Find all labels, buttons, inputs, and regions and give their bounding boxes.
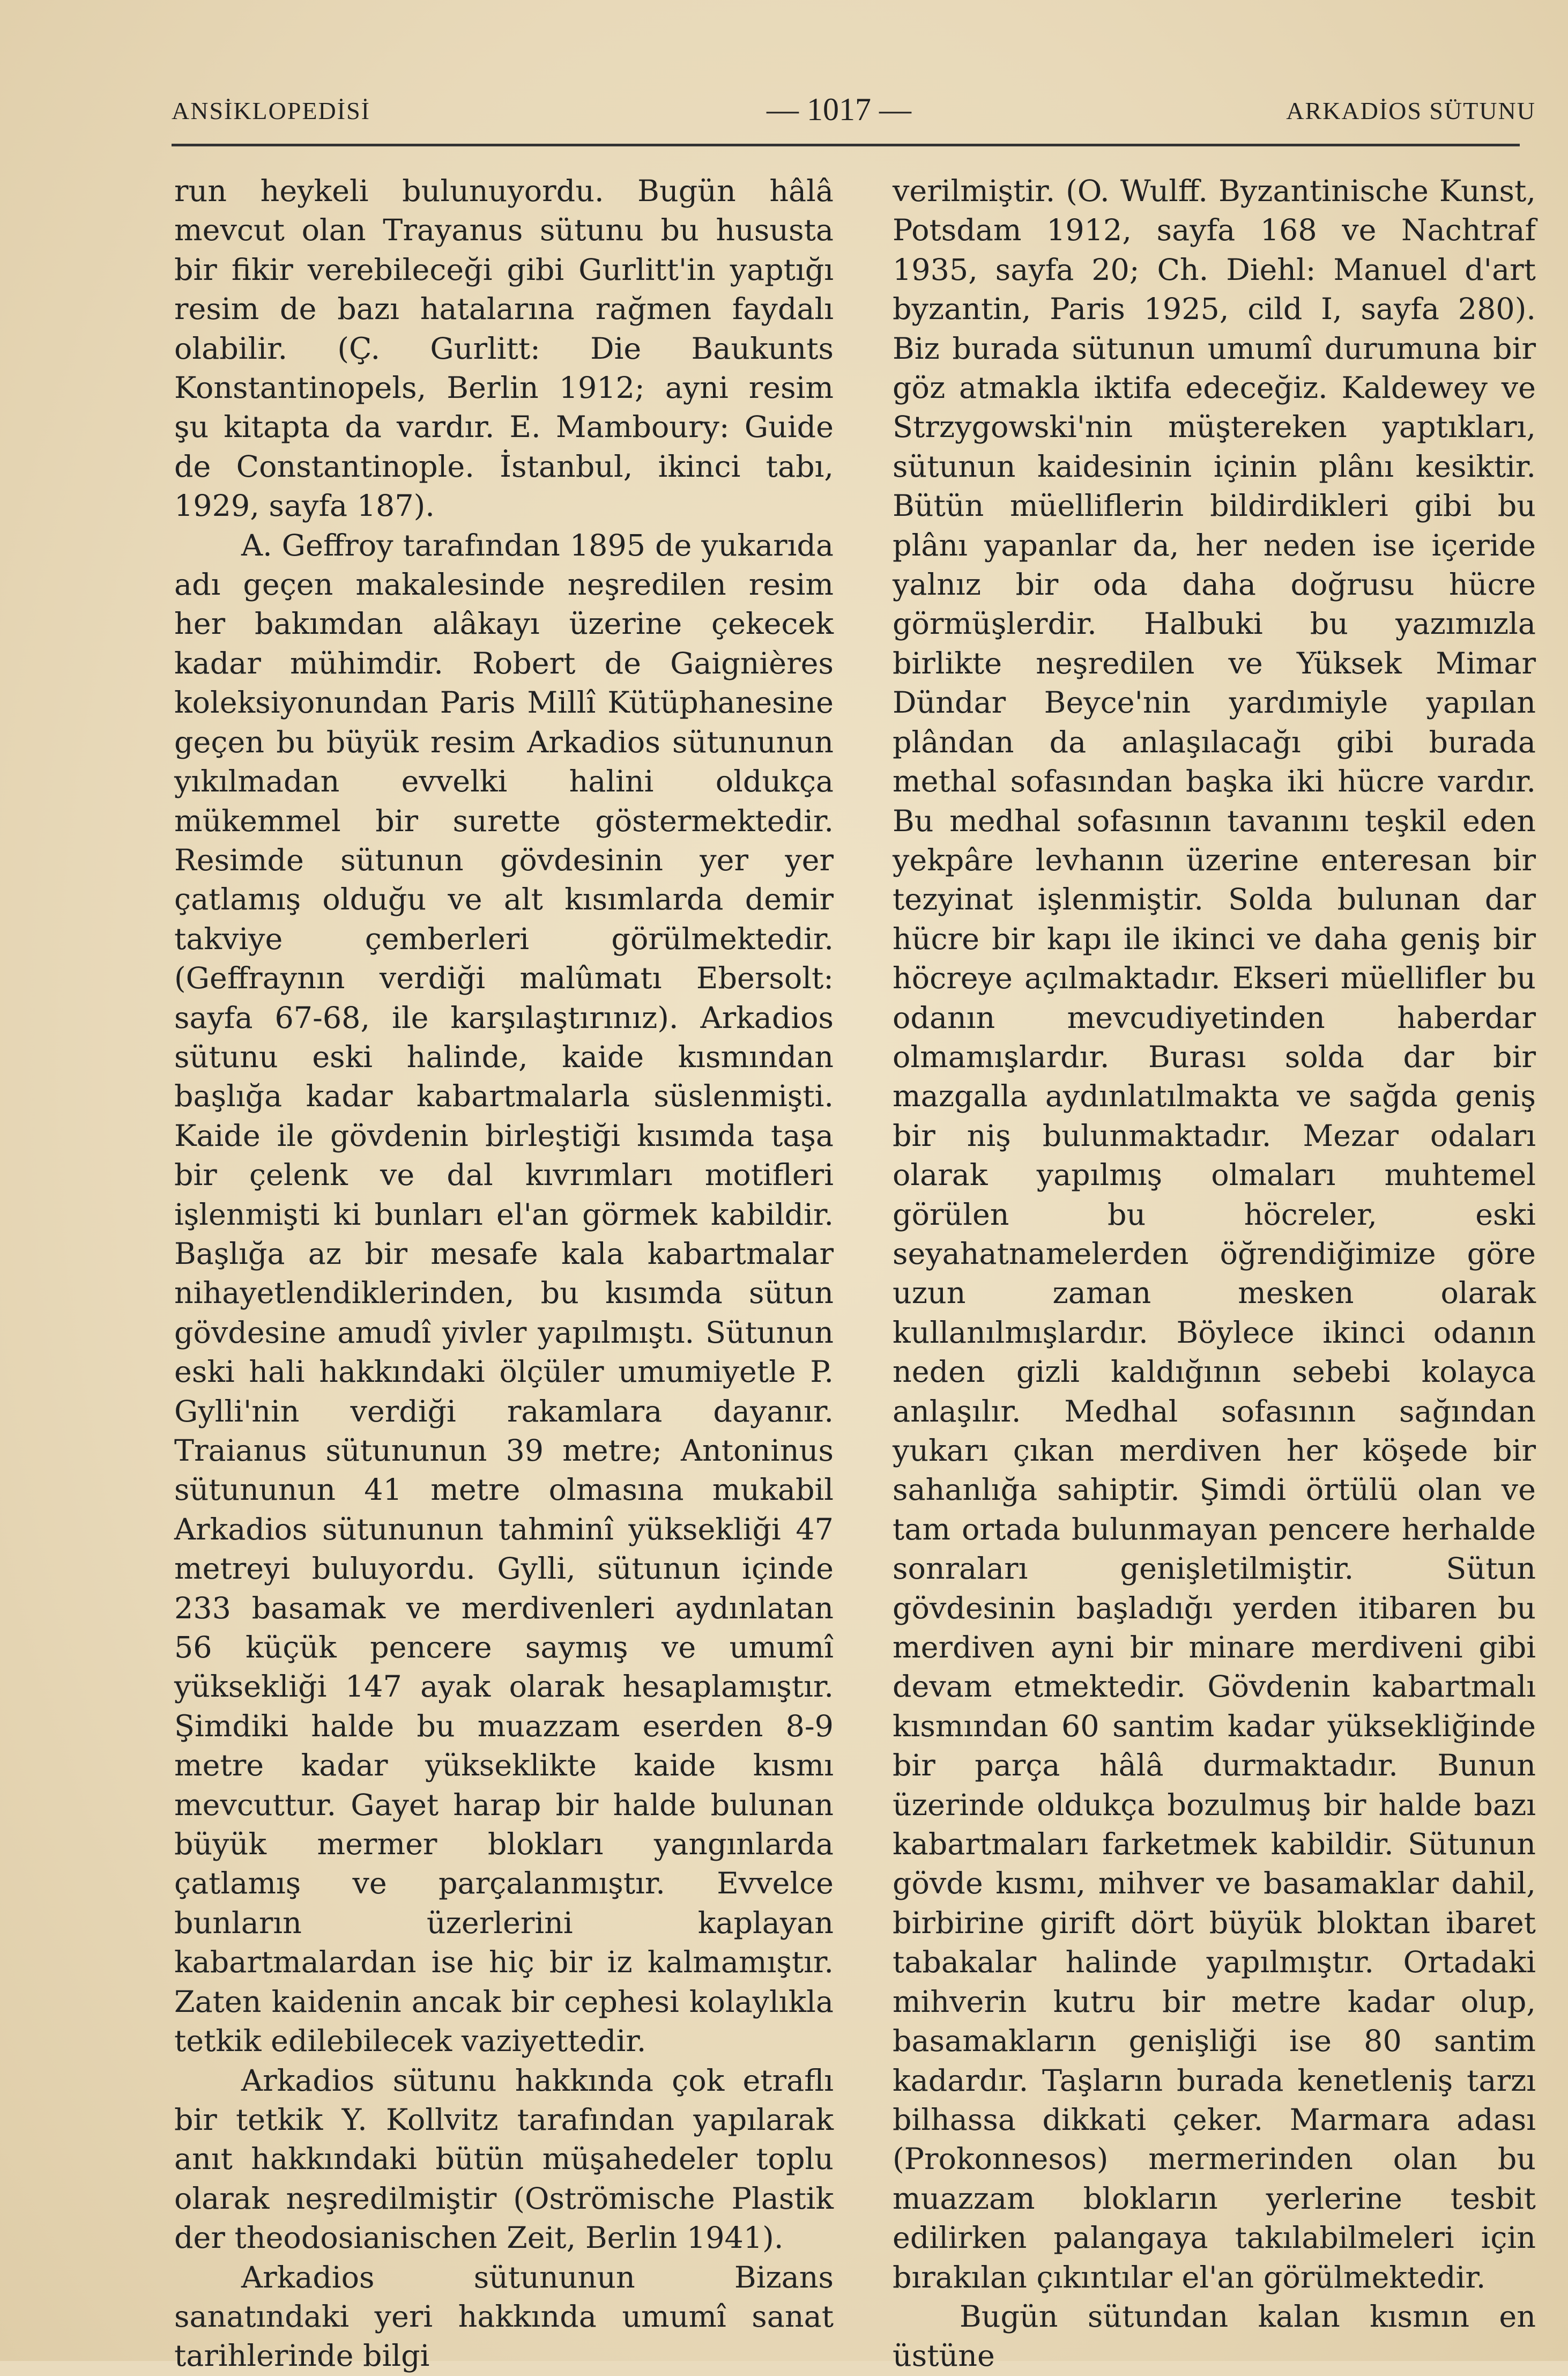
header-rule [172,144,1520,146]
right-paragraph-1: verilmiştir. (O. Wulff. Byzantinische Kunst, Potsdam 1912, sayfa 168 ve Nachtraf 1935, sayfa 20; Ch. Diehl: Manuel d'art byzantin, Paris 1925, cild I, sayfa 280). Biz burada sütunun umumî durumuna bir göz atmakla iktifa edeceğiz. Kaldewey ve Strzygowski'nin müştereken yaptıkları, sütunun kaidesinin içinin plânı kesiktir. Bütün müelliflerin bildirdikleri gibi bu plânı yapanlar da, her neden ise içeride yalnız bir oda daha doğrusu hücre görmüşlerdir. Halbuki bu yazımızla birlikte neşredilen ve Yüksek Mimar Dündar Beyce'nin yardımiyle yapılan plândan da anlaşılacağı gibi burada methal sofasından başka iki hücre vardır. Bu medhal sofasının tavanını teşkil eden yekpâre levhanın üzerine enteresan bir tezyinat işlenmiştir. Solda bulunan dar hücre bir kapı ile ikinci ve daha geniş bir höcreye açılmaktadır. Ekseri müellifler bu odanın mevcudiyetinden haberdar olmamışlardır. Burası solda dar bir mazgalla aydınlatılmakta ve sağda geniş bir niş bulunmaktadır. Mezar odaları olarak yapılmış olmaları muhtemel görülen bu höcreler, eski seyahatnamelerden öğrendiğimize göre uzun zaman mesken olarak kullanılmışlardır. Böylece ikinci odanın neden gizli kaldığının sebebi kolayca anlaşılır. Medhal sofasının sağından yukarı çıkan merdiven her köşede bir sahanlığa sahiptir. Şimdi örtülü olan ve tam ortada bulunmayan pencere herhalde sonraları genişletilmiştir. Sütun gövdesinin başladığı yerden itibaren bu merdiven ayni bir minare merdiveni gibi devam etmektedir. Gövdenin kabartmalı kısmından 60 santim kadar yüksekliğinde bir parça hâlâ durmaktadır. Bunun üzerinde oldukça bozulmuş bir halde bazı kabartmaları farketmek kabildir. Sütunun gövde kısmı, mihver ve basamaklar dahil, birbirine girift dört büyük bloktan ibaret tabakalar halinde yapılmıştır. Ortadaki mihverin kutru bir metre kadar olup, basamakların genişliği ise 80 santim kadardır. Taşların burada kenetleniş tarzı bilhassa dikkati çeker. Marmara adası (Prokonnesos) mermerinden olan bu muazzam blokların yerlerine tesbit edilirken palangaya takılabilmeleri için bırakılan çıkıntılar el'an görülmektedir. [893,174,1536,2295]
right-column [893,172,1536,2376]
running-header [172,92,1536,139]
header-left-title: ANSİKLOPEDİSİ [172,97,370,124]
header-right-title: ARKADİOS SÜTUNU [1286,97,1536,124]
right-paragraph-2: Bugün sütundan kalan kısmın en üstüne [893,2299,1536,2374]
left-paragraph-4: Arkadios sütununun Bizans sanatındaki yeri hakkında umumî sanat tarihlerinde bilgi [174,2260,834,2374]
left-paragraph-1: run heykeli bulunuyordu. Bugün hâlâ mevcut olan Trayanus sütunu bu hususta bir fikir verebileceği gibi Gurlitt'in yaptığı resim de bazı hatalarına rağmen faydalı olabilir. (Ç. Gurlitt: Die Baukunts Konstantinopels, Berlin 1912; ayni resim şu kitapta da vardır. E. Mamboury: Guide de Constantinople. İstanbul, ikinci tabı, 1929, sayfa 187). [174,174,834,524]
page-number: — 1017 — [767,92,911,127]
left-paragraph-2: A. Geffroy tarafından 1895 de yukarıda adı geçen makalesinde neşredilen resim her bakımdan alâkayı üzerine çekecek kadar mühimdir. Robert de Gaignières koleksiyonundan Paris Millî Kütüphanesine geçen bu büyük resim Arkadios sütununun yıkılmadan evvelki halini oldukça mükemmel bir surette göstermektedir. Resimde sütunun gövdesinin yer yer çatlamış olduğu ve alt kısımlarda demir takviye çemberleri görülmektedir. (Geffraynın verdiği malûmatı Ebersolt: sayfa 67-68, ile karşılaştırınız). Arkadios sütunu eski halinde, kaide kısmından başlığa kadar kabartmalarla süslenmişti. Kaide ile gövdenin birleştiği kısımda taşa bir çelenk ve dal kıvrımları motifleri işlenmişti ki bunları el'an görmek kabildir. Başlığa az bir mesafe kala kabartmalar nihayetlendiklerinden, bu kısımda sütun gövdesine amudî yivler yapılmıştı. Sütunun eski hali hakkındaki ölçüler umumiyetle P. Gylli'nin verdiği rakamlara dayanır. Traianus sütununun 39 metre; Antoninus sütununun 41 metre olmasına mukabil Arkadios sütununun tahminî yüksekliği 47 metreyi buluyordu. Gylli, sütunun içinde 233 basamak ve merdivenleri aydınlatan 56 küçük pencere saymış ve umumî yüksekliği 147 ayak olarak hesaplamıştır. Şimdiki halde bu muazzam eserden 8-9 metre kadar yükseklikte kaide kısmı mevcuttur. Gayet harap bir halde bulunan büyük mermer blokları yangınlarda çatlamış ve parçalanmıştır. Evvelce bunların üzerlerini kaplayan kabartmalardan ise hiç bir iz kalmamıştır. Zaten kaidenin ancak bir cephesi kolaylıkla tetkik edilebilecek vaziyettedir. [174,528,834,2059]
left-column [174,172,834,2376]
left-paragraph-3: Arkadios sütunu hakkında çok etraflı bir tetkik Y. Kollvitz tarafından yapılarak anıt hakkındaki bütün müşahedeler toplu olarak neşredilmiştir (Oströmische Plastik der theodosianischen Zeit, Berlin 1941). [174,2063,834,2256]
